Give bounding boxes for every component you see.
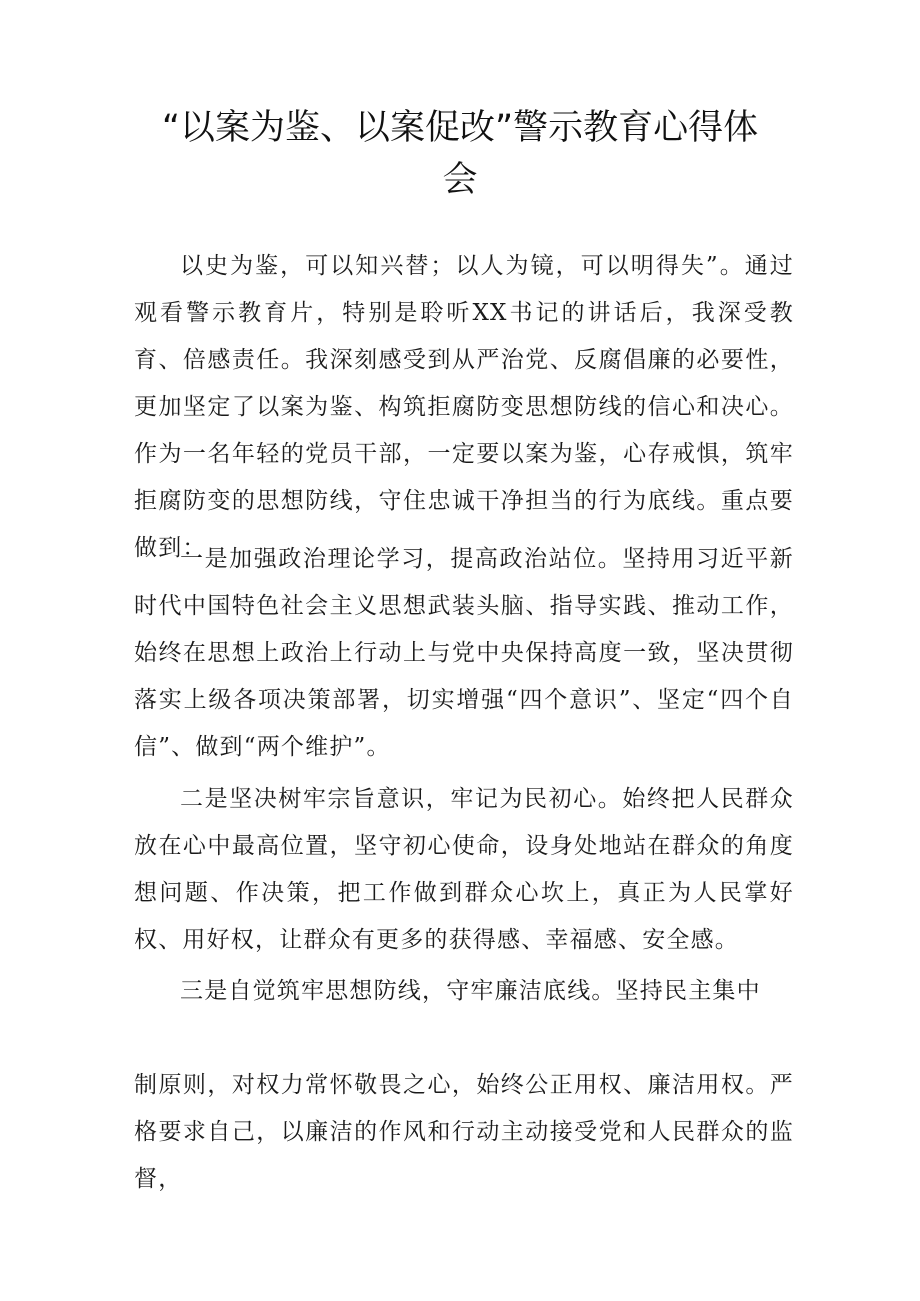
document-title: “以案为鉴、以案促改”警示教育心得体会 [161,108,759,200]
paragraph-intro: 以史为鉴，可以知兴替；以人为镜，可以明得失”。通过观看警示教育片，特别是聆听XX书记的讲话后，我深受教育、倍感责任。我深刻感受到从严治党、反腐倡廉的必要性，更加坚定了以案为鉴、构筑拒腐防变思想防线的信心和决心。作为一名年轻的党员干部，一定要以案为鉴，心存戒惧，筑牢拒腐防变的思想防线，守住忠诚干净担当的行为底线。重点要做到： [134,253,794,561]
paragraph-point-two: 二是坚决树牢宗旨意识，牢记为民初心。始终把人民群众放在心中最高位置，坚守初心使命，设身处地站在群众的角度想问题、作决策，把工作做到群众心坎上，真正为人民掌好权、用好权，让群众有更多的获得感、幸福感、安全感。 [134,786,794,953]
paragraph-point-one: 一是加强政治理论学习，提高政治站位。坚持用习近平新时代中国特色社会主义思想武装头脑、指导实践、推动工作，始终在思想上政治上行动上与党中央保持高度一致，坚决贯彻落实上级各项决策部署，切实增强“四个意识”、坚定“四个自信”、做到“两个维护”。 [134,546,794,760]
paragraph-point-three-continued: 制原则，对权力常怀敬畏之心，始终公正用权、廉洁用权。严格要求自己，以廉洁的作风和行动主动接受党和人民群众的监督， [134,1072,794,1192]
paragraph-point-three: 三是自觉筑牢思想防线，守牢廉洁底线。坚持民主集中 [180,978,761,1004]
